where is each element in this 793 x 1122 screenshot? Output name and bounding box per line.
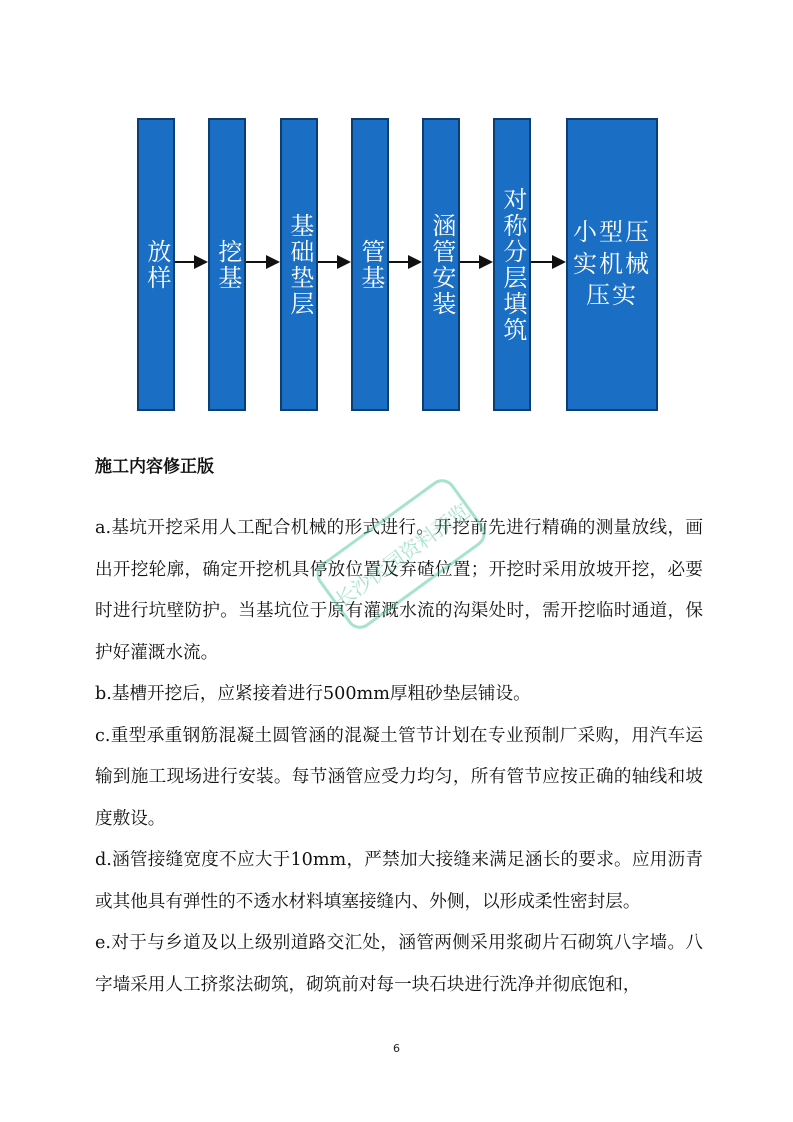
body-text bbox=[95, 508, 703, 1006]
flow-step-7 bbox=[566, 118, 658, 411]
flow-step-5-label: 涵管安装 bbox=[427, 212, 456, 317]
flow-arrow-6 bbox=[531, 255, 566, 269]
flow-step-4 bbox=[351, 118, 389, 411]
flow-step-6-label: 对称分层填筑 bbox=[498, 186, 527, 343]
paragraph-a: a.基坑开挖采用人工配合机械的形式进行。开挖前先进行精确的测量放线，画出开挖轮廓，确定开挖机具停放位置及弃碴位置；开挖时采用放坡开挖，必要时进行坑壁防护。当基坑位于原有灌溉水流的沟渠处时，需开挖临时通道，保护好灌溉水流。 bbox=[95, 518, 703, 663]
paragraph-e: e.对于与乡道及以上级别道路交汇处，涵管两侧采用浆砌片石砌筑八字墙。八字墙采用人工挤浆法砌筑，砌筑前对每一块石块进行洗净并彻底饱和， bbox=[95, 933, 703, 995]
flowchart bbox=[0, 0, 793, 420]
flow-step-2-label: 挖基 bbox=[213, 238, 242, 291]
flow-step-5 bbox=[422, 118, 460, 411]
flow-step-1-label: 放样 bbox=[142, 238, 171, 291]
paragraph-c: c.重型承重钢筋混凝土圆管涵的混凝土管节计划在专业预制厂采购，用汽车运输到施工现场进行安装。每节涵管应受力均匀，所有管节应按正确的轴线和坡度敷设。 bbox=[95, 725, 703, 829]
flow-step-7-label: 小型压实机械压实 bbox=[573, 217, 651, 310]
page-number: 6 bbox=[393, 1042, 400, 1055]
flow-step-1 bbox=[137, 118, 175, 411]
paragraph-d: d.涵管接缝宽度不应大于10mm，严禁加大接缝来满足涵长的要求。应用沥青或其他具有弹性的不透水材料填塞接缝内、外侧，以形成柔性密封层。 bbox=[95, 850, 703, 912]
paragraph-b: b.基槽开挖后，应紧接着进行500mm厚粗砂垫层铺设。 bbox=[95, 684, 531, 704]
flow-arrow-2 bbox=[246, 255, 280, 269]
flow-step-6 bbox=[493, 118, 531, 411]
flow-step-4-label: 管基 bbox=[356, 238, 385, 291]
flow-step-3-label: 基础垫层 bbox=[285, 212, 314, 317]
flow-step-3 bbox=[280, 118, 318, 411]
flow-arrow-3 bbox=[318, 255, 351, 269]
flow-arrow-1 bbox=[175, 255, 208, 269]
flow-arrow-5 bbox=[460, 255, 493, 269]
section-heading: 施工内容修正版 bbox=[95, 457, 214, 477]
flow-step-2 bbox=[208, 118, 246, 411]
flow-arrow-4 bbox=[389, 255, 422, 269]
watermark-stamp: 长沙伏园资料预览 bbox=[311, 474, 491, 635]
